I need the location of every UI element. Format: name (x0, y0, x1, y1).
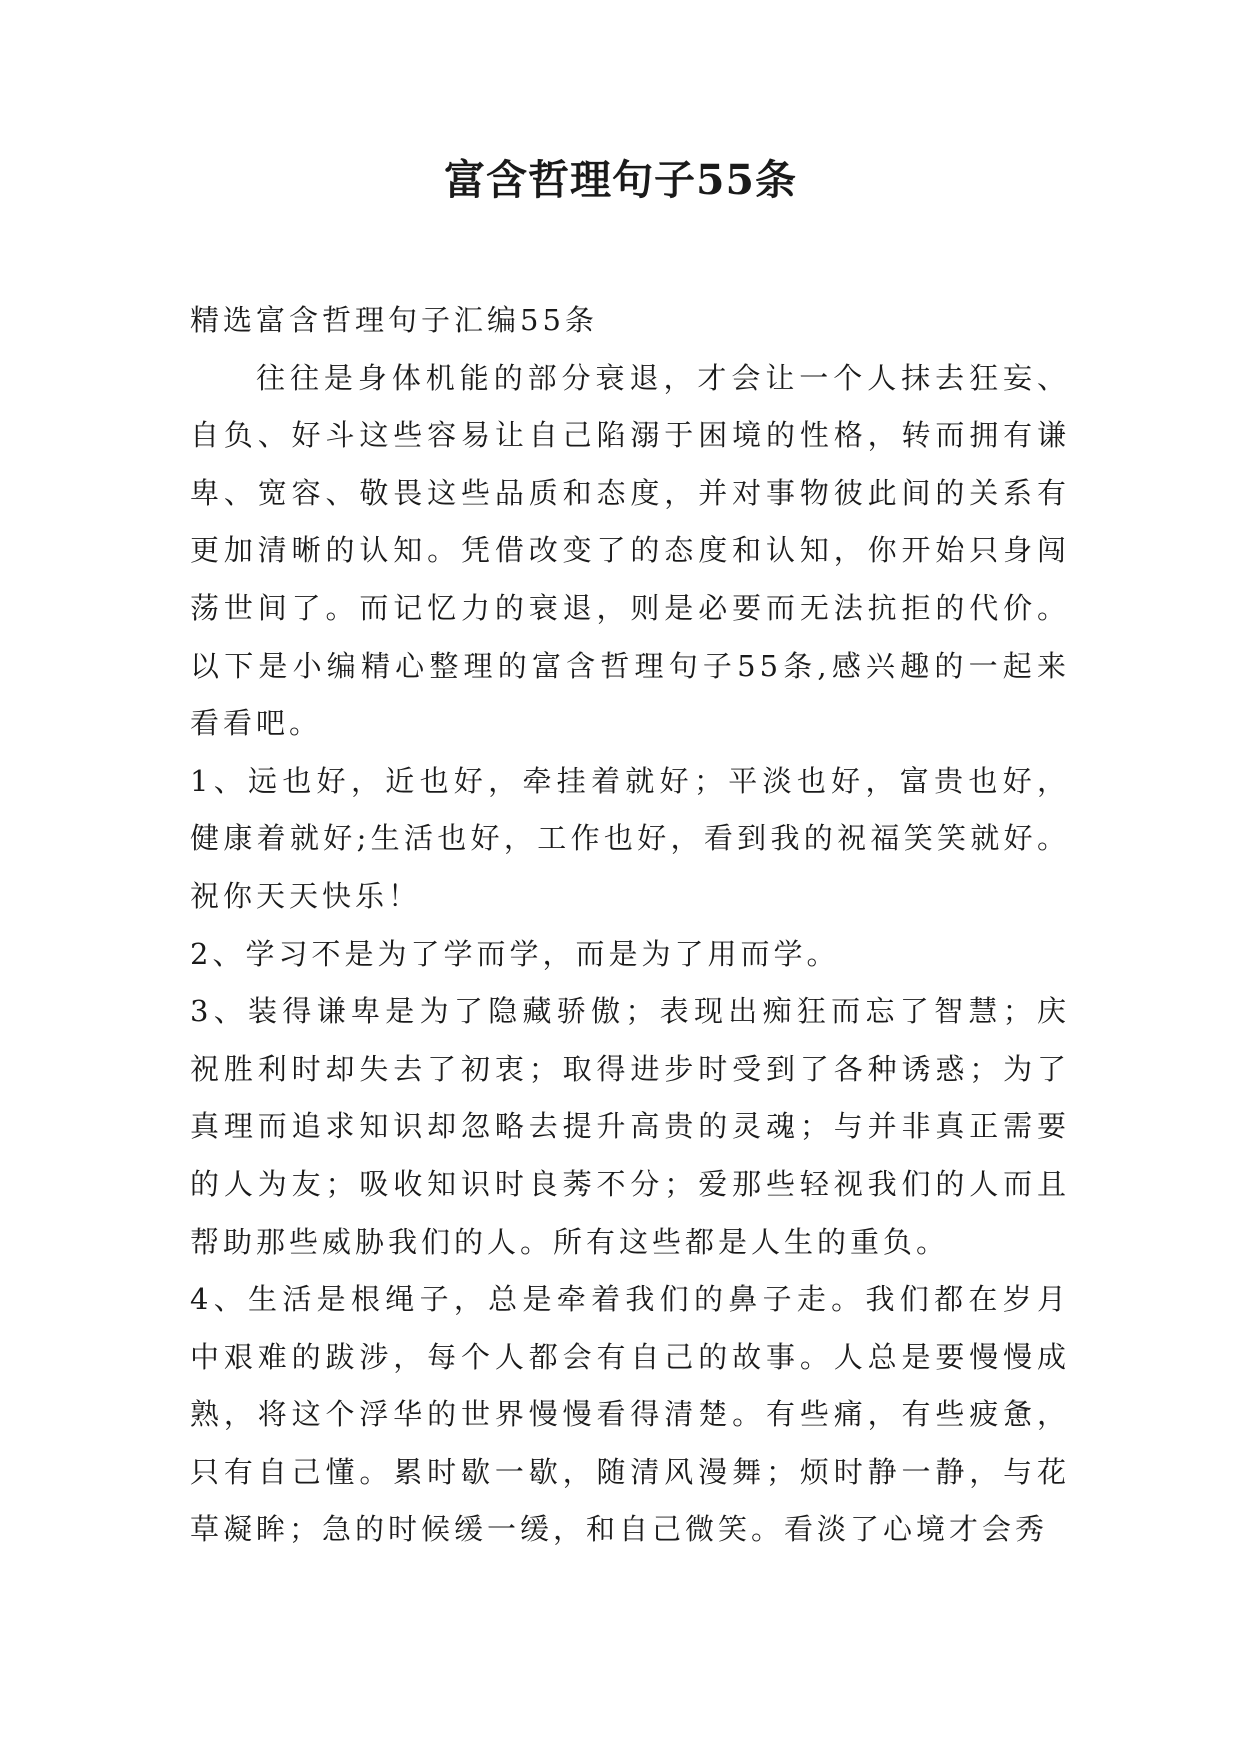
list-item: 3、装得谦卑是为了隐藏骄傲；表现出痴狂而忘了智慧；庆祝胜利时却失去了初衷；取得进步时受到了各种诱惑；为了真理而追求知识却忽略去提升高贵的灵魂；与并非真正需要的人为友；吸收知识时良莠不分；爱那些轻视我们的人而且帮助那些威胁我们的人。所有这些都是人生的重负。 (190, 994, 1070, 1259)
list-item: 2、学习不是为了学而学，而是为了用而学。 (190, 936, 840, 971)
document-title: 富含哲理句子55条 (443, 156, 798, 204)
document-subtitle: 精选富含哲理句子汇编55条 (190, 303, 598, 337)
intro-paragraph: 往往是身体机能的部分衰退，才会让一个人抹去狂妄、自负、好斗这些容易让自己陷溺于困境的性格，转而拥有谦卑、宽容、敬畏这些品质和态度，并对事物彼此间的关系有更加清晰的认知。凭借改变了的态度和认知，你开始只身闯荡世间了。而记忆力的衰退，则是必要而无法抗拒的代价。以下是小编精心整理的富含哲理句子55条,感兴趣的一起来看看吧。 (190, 360, 1070, 741)
list-item: 4、生活是根绳子，总是牵着我们的鼻子走。我们都在岁月中艰难的跋涉，每个人都会有自己的故事。人总是要慢慢成熟，将这个浮华的世界慢慢看得清楚。有些痛，有些疲惫，只有自己懂。累时歇一歇，随清风漫舞；烦时静一静，与花草凝眸；急的时候缓一缓，和自己微笑。看淡了心境才会秀 (190, 1282, 1070, 1547)
list-item: 1、远也好，近也好，牵挂着就好；平淡也好，富贵也好，健康着就好;生活也好，工作也好，看到我的祝福笑笑就好。祝你天天快乐！ (190, 763, 1070, 913)
document-body (190, 292, 1070, 1559)
